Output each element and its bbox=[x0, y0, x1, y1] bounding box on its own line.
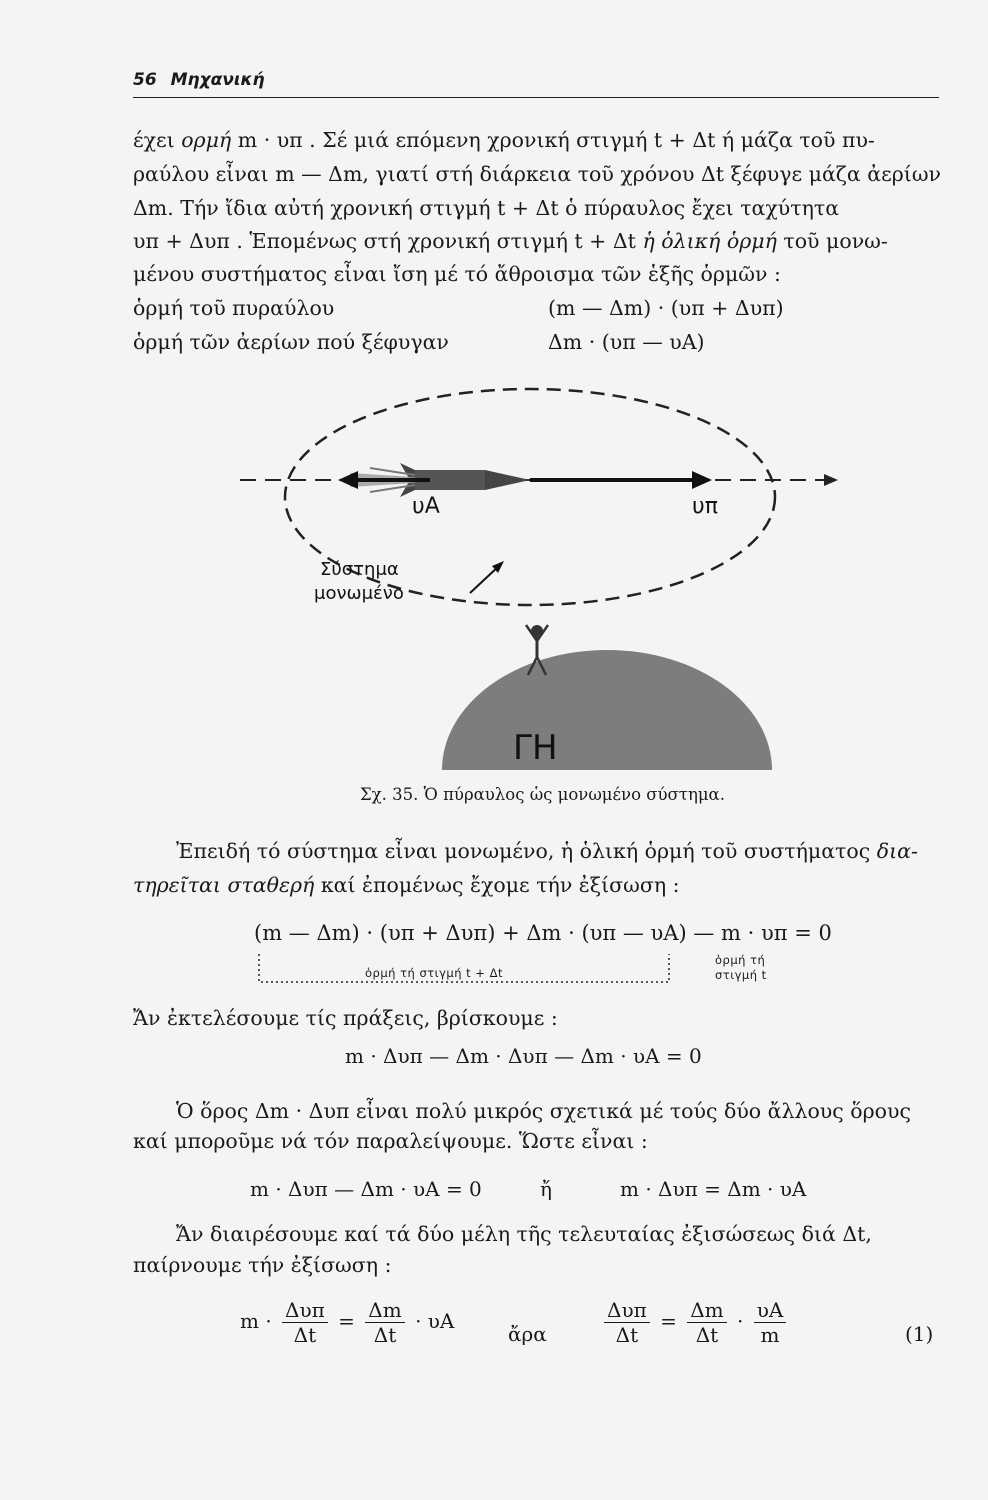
gas-velocity-label: υΑ bbox=[412, 494, 440, 519]
para3: Ἄν ἐκτελέσουμε τίς πράξεις, βρίσκουμε : bbox=[133, 1006, 558, 1030]
page-header bbox=[133, 70, 939, 90]
equation-or: ἤ bbox=[540, 1177, 552, 1201]
intro-line-5: μένου συστήματος εἶναι ἴση μέ τό ἄθροισμα τῶν ἑξῆς ὁρμῶν : bbox=[133, 262, 781, 286]
intro-line-2: ραύλου εἶναι m — Δm, γιατί στή διάρκεια τοῦ χρόνου Δt ξέφυγε μάζα ἀερίων bbox=[133, 162, 942, 186]
chapter-title: Μηχανική bbox=[170, 70, 265, 90]
equation-number: (1) bbox=[905, 1322, 934, 1346]
equation-final-left: m · $\frac{\text{Δυπ}}{\Delta t}$ = $\frac{\Delta m}{\Delta t}$ · υΑ bbox=[240, 1298, 455, 1347]
equation-therefore: ἄρα bbox=[508, 1322, 547, 1346]
rocket-figure bbox=[230, 385, 850, 785]
page-number: 56 bbox=[133, 70, 157, 90]
momentum-gas-label: ὁρμή τῶν ἀερίων πού ξέφυγαν bbox=[133, 330, 449, 354]
para2-line-1: Ἐπειδή τό σύστημα εἶναι μονωμένο, ἡ ὁλική ὁρμή τοῦ συστήματος δια- bbox=[176, 839, 918, 863]
earth-label: ΓΗ bbox=[513, 728, 558, 768]
brace-label-right-2: στιγμή t bbox=[715, 968, 767, 982]
intro-line-3: Δm. Τήν ἴδια αὐτή χρονική στιγμή t + Δt ὁ πύραυλος ἔχει ταχύτητα bbox=[133, 196, 840, 220]
momentum-rocket-value: (m — Δm) · (υπ + Δυπ) bbox=[548, 296, 784, 320]
header-rule bbox=[133, 97, 939, 98]
equation-final-right: $\frac{\text{Δυπ}}{\Delta t}$ = $\frac{\Delta m}{\Delta t}$ · $\frac{\upsilon A}{m}$ bbox=[600, 1298, 790, 1347]
para5-line-1: Ἄν διαιρέσουμε καί τά δύο μέλη τῆς τελευταίας ἐξισώσεως διά Δt, bbox=[176, 1222, 872, 1246]
equation-brace bbox=[255, 952, 775, 992]
para5-line-2: παίρνουμε τήν ἐξίσωση : bbox=[133, 1253, 392, 1277]
brace-label-right-1: ὁρμή τή bbox=[715, 953, 766, 967]
figure-caption: Σχ. 35. Ὁ πύραυλος ὡς μονωμένο σύστημα. bbox=[360, 785, 725, 804]
brace-label-left: ὁρμή τή στιγμή t + Δt bbox=[365, 966, 503, 980]
para4-line-2: καί μποροῦμε νά τόν παραλείψουμε. Ὥστε εἶναι : bbox=[133, 1129, 648, 1153]
equation-expanded: m · Δυπ — Δm · Δυπ — Δm · υΑ = 0 bbox=[345, 1044, 702, 1068]
intro-line-4: υπ + Δυπ . Ἑπομένως στή χρονική στιγμή t + Δt ἡ ὁλική ὁρμή τοῦ μονω- bbox=[133, 229, 888, 253]
system-label-2: μονωμένο bbox=[314, 583, 404, 604]
equation-conservation: (m — Δm) · (υπ + Δυπ) + Δm · (υπ — υΑ) — m · υπ = 0 bbox=[254, 921, 832, 945]
intro-line-1: έχει ορμή m · υπ . Σέ μιά επόμενη χρονική στιγμή t + Δt ή μάζα τοῦ πυ- bbox=[133, 128, 875, 152]
para2-line-2: τηρεῖται σταθερή καί ἐπομένως ἔχομε τήν ἐξίσωση : bbox=[133, 873, 680, 897]
momentum-rocket-label: ὁρμή τοῦ πυραύλου bbox=[133, 296, 335, 320]
equation-simplified-left: m · Δυπ — Δm · υΑ = 0 bbox=[250, 1177, 482, 1201]
equation-simplified-right: m · Δυπ = Δm · υΑ bbox=[620, 1177, 807, 1201]
para4-line-1: Ὁ ὅρος Δm · Δυπ εἶναι πολύ μικρός σχετικά μέ τούς δύο ἄλλους ὅρους bbox=[176, 1099, 911, 1123]
rocket-velocity-label: υπ bbox=[692, 494, 718, 519]
system-label-1: Σύστημα bbox=[320, 559, 399, 580]
earth-dome bbox=[442, 650, 772, 770]
axis-arrowhead bbox=[824, 474, 838, 486]
momentum-gas-value: Δm · (υπ — υΑ) bbox=[548, 330, 705, 354]
